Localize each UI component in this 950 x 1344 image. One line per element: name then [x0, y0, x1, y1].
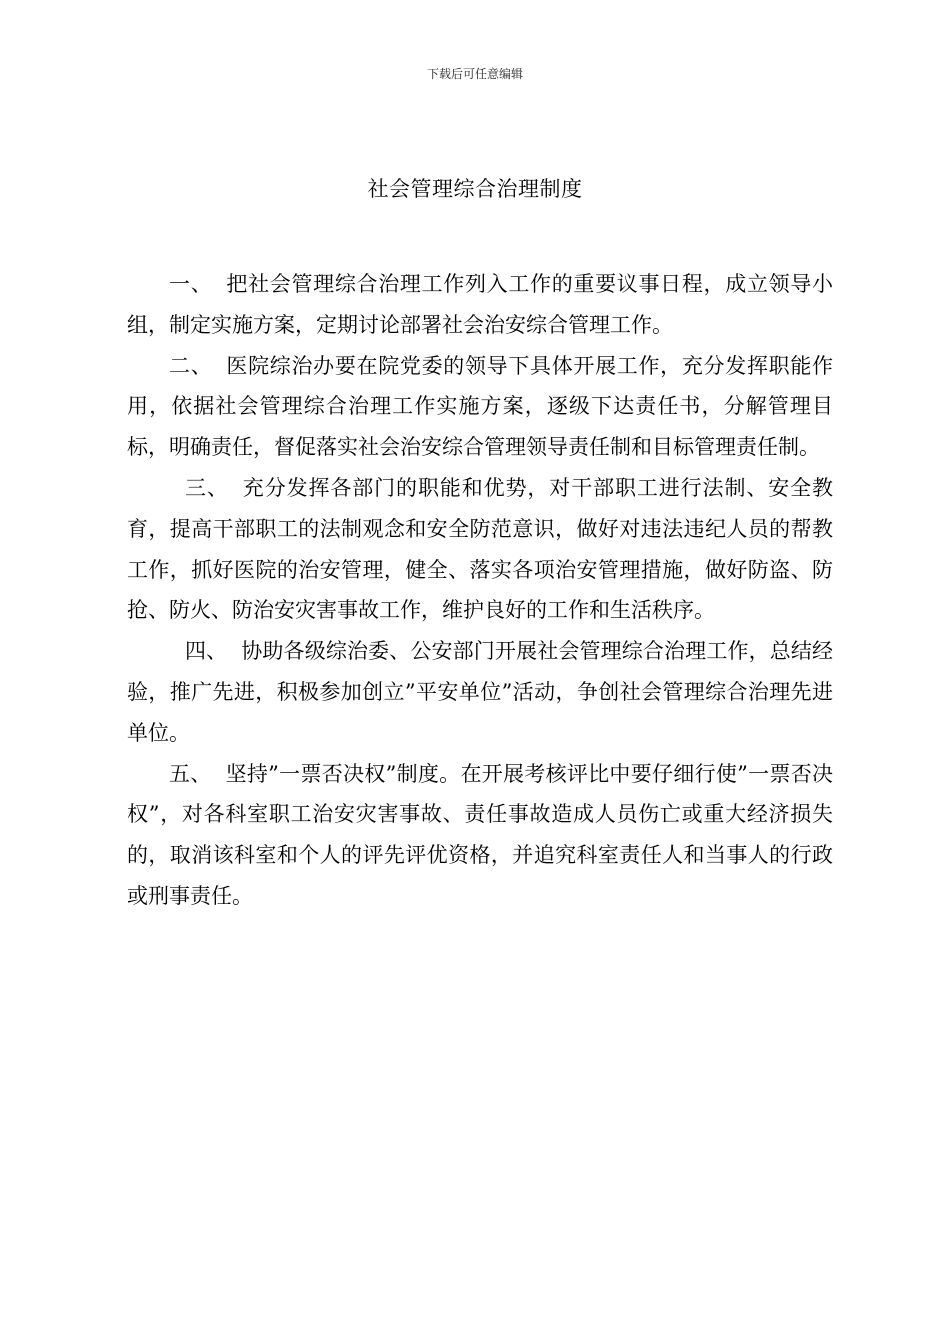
- paragraph-1: [127, 264, 833, 346]
- paragraph-4: [127, 631, 833, 753]
- paragraph-2: [127, 346, 833, 468]
- paragraph-text: 协助各级综治委、公安部门开展社会管理综合治理工作，总结经验，推广先进，积极参加创立”平安单位”活动，争创社会管理综合治理先进单位。: [127, 639, 834, 745]
- paragraph-text: 把社会管理综合治理工作列入工作的重要议事日程，成立领导小组，制定实施方案，定期讨论部署社会治安综合管理工作。: [127, 272, 834, 337]
- paragraph-text: 医院综治办要在院党委的领导下具体开展工作，充分发挥职能作用，依据社会管理综合治理工作实施方案，逐级下达责任书，分解管理目标，明确责任，督促落实社会治安综合管理领导责任制和目标管理责任制。: [127, 353, 834, 460]
- paragraph-text: 充分发挥各部门的职能和优势，对干部职工进行法制、安全教育，提高干部职工的法制观念和安全防范意识，做好对违法违纪人员的帮教工作，抓好医院的治安管理，健全、落实各项治安管理措施，做好防盗、防抢、防火、防治安灾害事故工作，维护良好的工作和生活秩序。: [127, 475, 834, 623]
- paragraph-text: 坚持”一票否决权”制度。在开展考核评比中要仔细行使”一票否决权”，对各科室职工治安灾害事故、责任事故造成人员伤亡或重大经济损失的，取消该科室和个人的评先评优资格，并追究科室责任人和当事人的行政或刑事责任。: [127, 761, 833, 908]
- paragraph-number: 四、: [185, 639, 228, 664]
- paragraph-5: [127, 754, 833, 917]
- document-body: [127, 264, 833, 917]
- paragraph-number: 五、: [169, 761, 212, 786]
- paragraph-number: 三、: [185, 475, 229, 500]
- header-note: 下载后可任意编辑: [426, 67, 523, 81]
- paragraph-number: 二、: [169, 353, 213, 378]
- paragraph-3: [127, 468, 833, 631]
- paragraph-number: 一、: [169, 272, 213, 296]
- document-title: 社会管理综合治理制度: [367, 177, 583, 201]
